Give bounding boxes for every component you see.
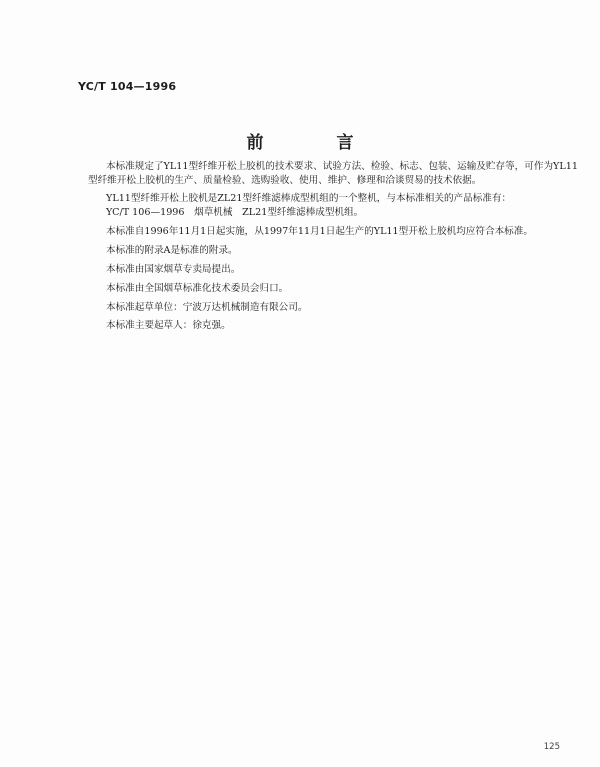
paragraph-proposer: 本标准由国家烟草专卖局提出。 bbox=[106, 263, 241, 275]
paragraph-scope: 本标准规定了YL11型纤维开松上胶机的技术要求、试验方法、检验、标志、包装、运输及贮存等，可作为YL11型纤维开松上胶机的生产、质量检验、选购验收、使用、维护、修理和洽谈贸易的技术依据。 bbox=[88, 161, 578, 186]
page-title: 前 言 bbox=[246, 133, 382, 153]
page-number: 125 bbox=[543, 742, 560, 752]
paragraph-effective-date: 本标准自1996年11月1日起实施，从1997年11月1日起生产的YL11型开松上胶机均应符合本标准。 bbox=[106, 225, 533, 237]
paragraph-drafter: 本标准主要起草人：徐克强。 bbox=[106, 320, 231, 332]
foreword-body bbox=[88, 160, 584, 338]
paragraph-committee: 本标准由全国烟草标准化技术委员会归口。 bbox=[106, 282, 289, 294]
paragraph-related-standards: YL11型纤维开松上胶机是ZL21型纤维滤棒成型机组的一个整机，与本标准相关的产品标准有： bbox=[106, 193, 512, 205]
standard-number: YC/T 104—1996 bbox=[78, 80, 177, 93]
paragraph-drafting-unit: 本标准起草单位：宁波万达机械制造有限公司。 bbox=[106, 301, 308, 313]
paragraph-reference-standard: YC/T 106—1996 烟草机械 ZL21型纤维滤棒成型机组。 bbox=[106, 207, 364, 219]
paragraph-appendix: 本标准的附录A是标准的附录。 bbox=[106, 244, 238, 256]
